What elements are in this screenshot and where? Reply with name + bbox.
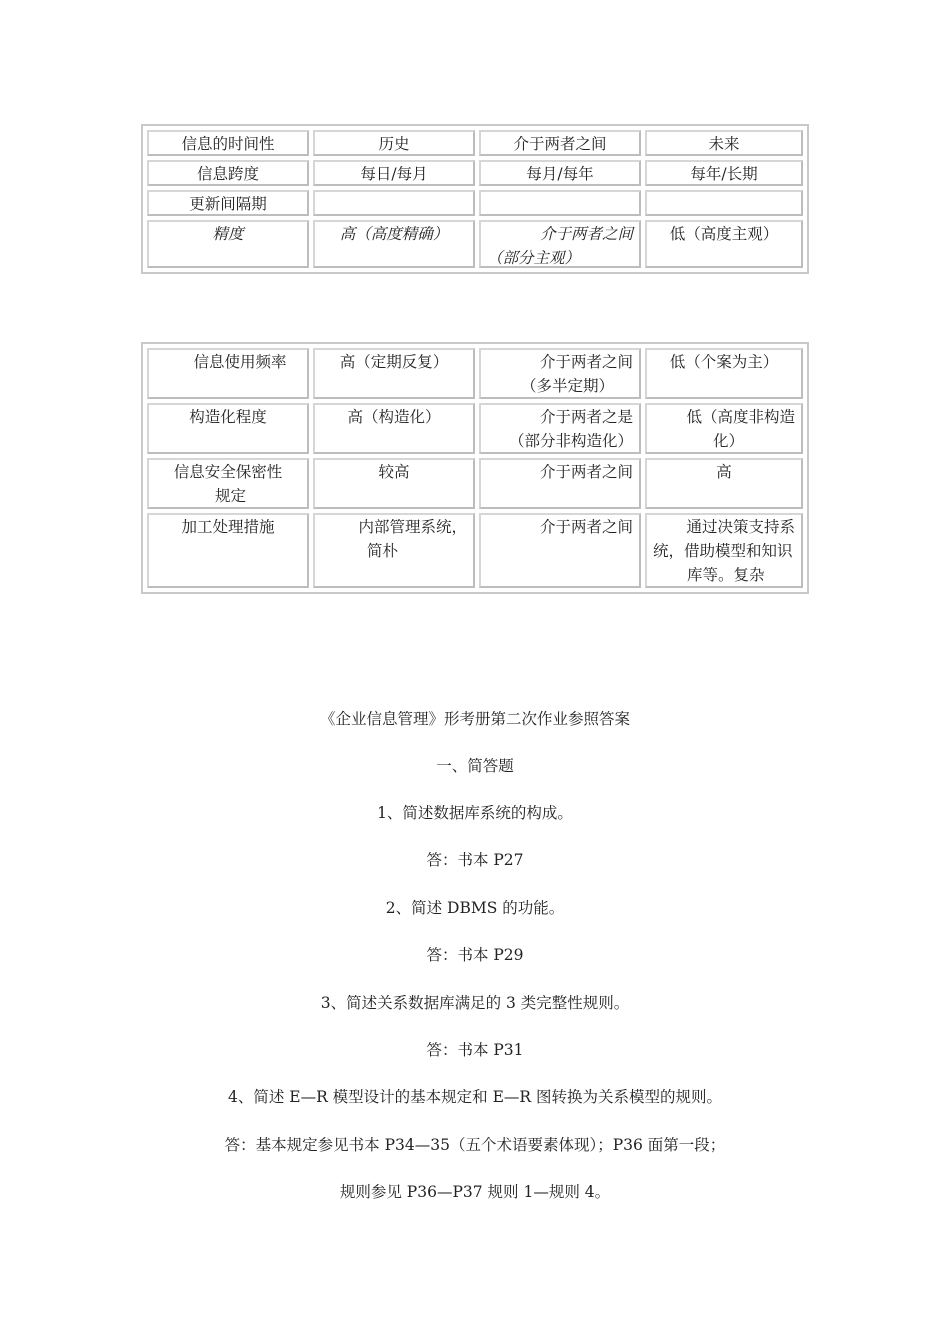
question-4: 4、简述 E—R 模型设计的基本规定和 E—R 图转换为关系模型的规则。	[227, 1088, 723, 1106]
table-cell: 信息使用频率	[147, 348, 309, 399]
section-heading: 一、简答题	[436, 757, 514, 775]
table-cell: 每年/长期	[645, 160, 803, 186]
table-row	[145, 401, 805, 456]
table-cell	[313, 190, 475, 216]
table-cell	[645, 348, 803, 399]
answer-2: 答：书本 P29	[426, 946, 524, 964]
answer-4: 答：基本规定参见书本 P34—35（五个术语要素体现）；P36 面第一段；	[224, 1136, 726, 1154]
cell-text: 精度	[212, 225, 244, 243]
table-cell: 未来	[645, 130, 803, 156]
table-cell	[147, 220, 309, 268]
cell-text: 低（高度主观）	[669, 225, 779, 243]
table-row	[145, 188, 805, 218]
cell-text: 简朴	[367, 542, 399, 560]
table-row	[145, 158, 805, 188]
table-cell	[479, 220, 641, 268]
table-cell	[479, 348, 641, 399]
table-cell	[479, 190, 641, 216]
table-cell	[313, 513, 475, 588]
table-cell: 介于两者之间	[479, 130, 641, 156]
cell-text: （部分非构造化）	[508, 432, 633, 450]
cell-text: 低（个案为主）	[669, 353, 779, 371]
table-cell	[313, 220, 475, 268]
table-cell	[645, 513, 803, 588]
answer-1: 答：书本 P27	[426, 851, 524, 869]
table-row	[145, 456, 805, 511]
cell-text: 统，借助模型和知识	[653, 542, 793, 560]
question-2: 2、简述 DBMS 的功能。	[385, 899, 565, 917]
table-cell: 加工处理措施	[147, 513, 309, 588]
table-cell: 更新间隔期	[147, 190, 309, 216]
table-cell: 历史	[313, 130, 475, 156]
table-cell: 信息跨度	[147, 160, 309, 186]
answer-4-rules: 规则参见 P36—P37 规则 1—规则 4。	[339, 1183, 611, 1201]
table-cell	[645, 220, 803, 268]
table-cell: 每月/每年	[479, 160, 641, 186]
answer-3: 答：书本 P31	[426, 1041, 524, 1059]
cell-text: （部分主观）	[487, 249, 581, 267]
table-cell	[479, 403, 641, 454]
table-row	[145, 128, 805, 158]
document-title: 《企业信息管理》形考册第二次作业参照答案	[319, 710, 630, 728]
cell-text: 介于两者之间	[539, 225, 633, 243]
table-row	[145, 511, 805, 590]
cell-text: 信息安全保密性	[173, 463, 283, 481]
info-characteristics-table-2	[141, 342, 809, 594]
table-cell	[147, 458, 309, 509]
question-1: 1、简述数据库系统的构成。	[377, 804, 573, 822]
cell-text: 内部管理系统，	[358, 518, 467, 536]
cell-text: 低（高度非构造	[686, 408, 795, 426]
cell-text: 通过决策支持系	[686, 518, 795, 536]
cell-text: 介于两者之是	[539, 408, 633, 426]
table-cell: 介于两者之间	[479, 513, 641, 588]
table-cell: 信息的时间性	[147, 130, 309, 156]
table-cell	[645, 190, 803, 216]
table-cell	[645, 403, 803, 454]
table-cell: 高（构造化）	[313, 403, 475, 454]
cell-text: 化）	[713, 432, 745, 450]
table-row	[145, 346, 805, 401]
table-cell: 高	[645, 458, 803, 509]
table-cell: 每日/每月	[313, 160, 475, 186]
table-cell: 介于两者之间	[479, 458, 641, 509]
table-row	[145, 218, 805, 270]
question-3: 3、简述关系数据库满足的 3 类完整性规则。	[320, 994, 630, 1012]
cell-text: （多半定期）	[521, 377, 615, 395]
table-cell: 较高	[313, 458, 475, 509]
cell-text: 规定	[215, 487, 247, 505]
cell-text: 高（高度精确）	[339, 225, 449, 243]
table-cell: 构造化程度	[147, 403, 309, 454]
table-cell: 高（定期反复）	[313, 348, 475, 399]
cell-text: 库等。复杂	[687, 566, 765, 584]
info-characteristics-table-1	[141, 124, 809, 274]
cell-text: 介于两者之间	[539, 353, 633, 371]
